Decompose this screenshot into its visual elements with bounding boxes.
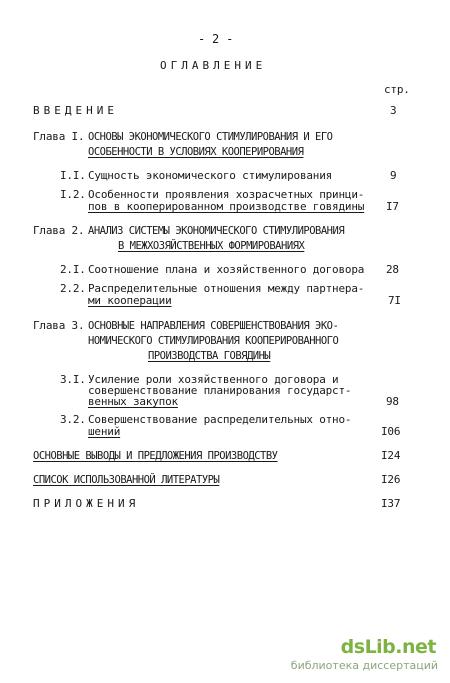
toc-section-3-2-title-line-1: Совершенствование распределительных отно- <box>88 413 352 426</box>
toc-section-3-2-title-line-2: шений <box>88 425 121 438</box>
toc-chapter-3-title-line-1: ОСНОВНЫЕ НАПРАВЛЕНИЯ СОВЕРШЕНСТВОВАНИЯ ЭКО- <box>88 320 339 332</box>
toc-section-3-1-title-line-3: венных закупок <box>88 395 178 408</box>
toc-section-2-1-page: 28 <box>386 263 399 276</box>
toc-section-2-2-number: 2.2. <box>60 282 86 295</box>
toc-section-1-1-page: 9 <box>390 169 397 182</box>
toc-section-3-2-number: 3.2. <box>60 413 86 426</box>
toc-section-3-1-title-line-1: Усиление роли хозяйственного договора и <box>88 373 339 386</box>
watermark-subtitle: библиотека диссертаций <box>290 659 438 672</box>
toc-section-1-1-number: I.I. <box>60 169 86 182</box>
toc-chapter-1-title-line-1: ОСНОВЫ ЭКОНОМИЧЕСКОГО СТИМУЛИРОВАНИЯ И ЕГО <box>88 131 333 143</box>
toc-heading: ОГЛАВЛЕНИЕ <box>160 59 267 72</box>
toc-section-1-2-title-line-2: пов в кооперированном производстве говядины <box>88 200 365 213</box>
toc-chapter-3-title-line-2: НОМИЧЕСКОГО СТИМУЛИРОВАНИЯ КООПЕРИРОВАННОГО <box>88 335 339 347</box>
toc-chapter-1-title-line-2: ОСОБЕННОСТИ В УСЛОВИЯХ КООПЕРИРОВАНИЯ <box>88 146 304 158</box>
toc-section-2-2-page: 7I <box>388 294 401 307</box>
toc-section-3-2-page: I06 <box>381 425 401 438</box>
toc-section-2-1-number: 2.I. <box>60 263 86 276</box>
toc-section-3-1-page: 98 <box>386 395 399 408</box>
toc-section-3-1-title-line-2: совершенствование планирования государст- <box>88 384 352 397</box>
toc-entry-references-title: СПИСОК ИСПОЛЬЗОВАННОЙ ЛИТЕРАТУРЫ <box>33 474 220 486</box>
toc-entry-appendix-title: ПРИЛОЖЕНИЯ <box>33 497 140 510</box>
toc-entry-intro-page: 3 <box>390 104 397 117</box>
toc-entry-references-page: I26 <box>381 473 401 486</box>
toc-section-3-1-number: 3.I. <box>60 373 86 386</box>
toc-chapter-2-number: Глава 2. <box>33 224 85 237</box>
toc-section-1-1-title: Сущность экономического стимулирования <box>88 169 333 182</box>
toc-section-2-2-title-line-1: Распределительные отношения между партнера- <box>88 282 365 295</box>
toc-chapter-3-title-line-3: ПРОИЗВОДСТВА ГОВЯДИНЫ <box>148 350 271 362</box>
toc-entry-appendix-page: I37 <box>381 497 401 510</box>
watermark-logo: dsLib.net <box>340 636 436 658</box>
toc-chapter-2-title-line-2: В МЕЖХОЗЯЙСТВЕННЫХ ФОРМИРОВАНИЯХ <box>118 240 305 252</box>
toc-entry-conclusions-title: ОСНОВНЫЕ ВЫВОДЫ И ПРЕДЛОЖЕНИЯ ПРОИЗВОДСТВУ <box>33 450 278 462</box>
toc-section-2-2-title-line-2: ми кооперации <box>88 294 172 307</box>
page-number: - 2 - <box>198 32 234 46</box>
toc-section-1-2-page: I7 <box>386 200 399 213</box>
toc-chapter-2-title-line-1: АНАЛИЗ СИСТЕМЫ ЭКОНОМИЧЕСКОГО СТИМУЛИРОВАНИЯ <box>88 225 345 237</box>
toc-entry-intro-title: ВВЕДЕНИЕ <box>33 104 118 117</box>
toc-section-1-2-title-line-1: Особенности проявления хозрасчетных принци- <box>88 188 365 201</box>
toc-chapter-1-number: Глава I. <box>33 130 85 143</box>
toc-entry-conclusions-page: I24 <box>381 449 401 462</box>
page-column-label: стр. <box>384 83 410 96</box>
toc-chapter-3-number: Глава 3. <box>33 319 85 332</box>
toc-section-2-1-title: Соотношение плана и хозяйственного договора <box>88 263 365 276</box>
toc-section-1-2-number: I.2. <box>60 188 86 201</box>
